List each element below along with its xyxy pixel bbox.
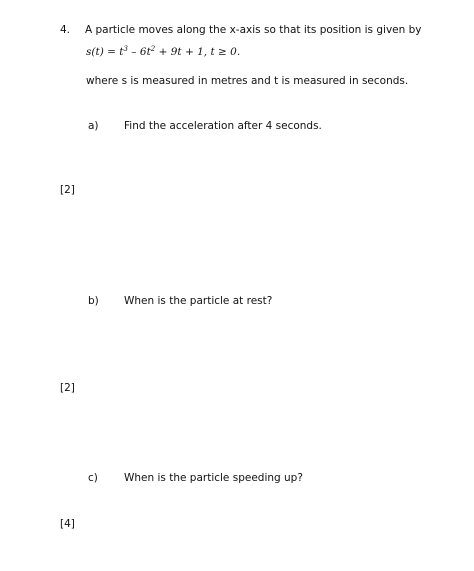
part-c-marks: [4] <box>60 518 75 530</box>
units-note: where s is measured in metres and t is measured in seconds. <box>86 75 409 87</box>
equation-exponent-3: 3 <box>123 45 128 53</box>
part-a-text: Find the acceleration after 4 seconds. <box>124 120 322 132</box>
equation-mid: – 6t <box>127 46 151 58</box>
part-a-label: a) <box>88 120 99 132</box>
part-b-marks: [2] <box>60 382 75 394</box>
part-a-marks: [2] <box>60 184 75 196</box>
question-number: 4. <box>60 24 71 36</box>
question-stem: A particle moves along the x-axis so that its position is given by <box>85 24 422 36</box>
equation-rest: + 9t + 1, t ≥ 0. <box>155 46 241 58</box>
position-equation <box>86 46 240 58</box>
equation-exponent-2: 2 <box>150 45 156 53</box>
part-c-label: c) <box>88 472 98 484</box>
equation-lhs: s(t) = t <box>86 46 124 58</box>
part-c-text: When is the particle speeding up? <box>124 472 303 484</box>
part-b-label: b) <box>88 295 99 307</box>
part-b-text: When is the particle at rest? <box>124 295 273 307</box>
